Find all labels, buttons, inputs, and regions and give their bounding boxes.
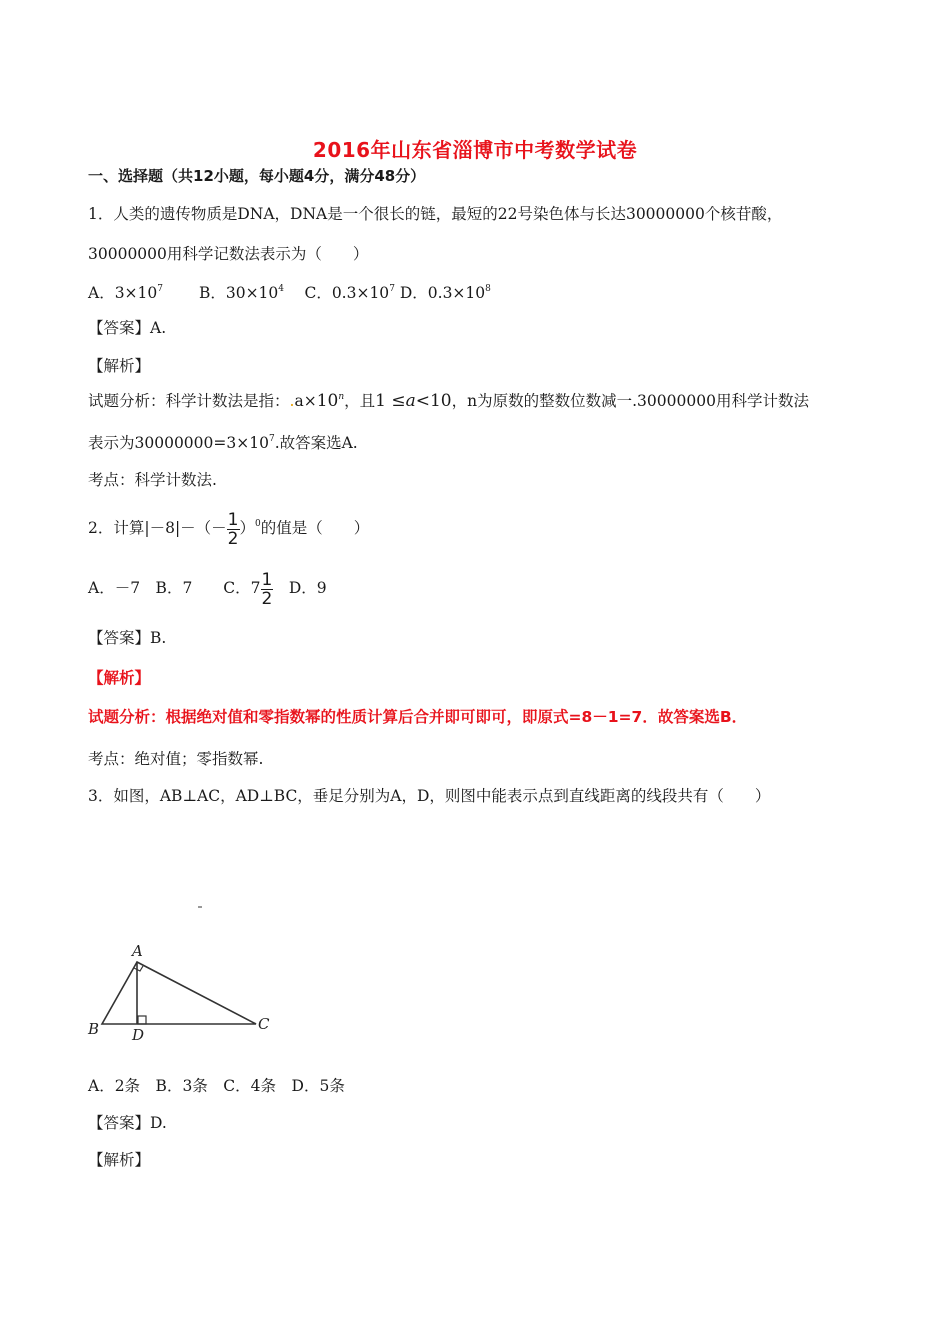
q3-triangle-figure bbox=[80, 900, 290, 1050]
section-heading: 一、选择题（共12小题，每小题4分，满分48分） bbox=[88, 167, 426, 185]
q1-options bbox=[88, 283, 491, 303]
q2-analysis-label: 【解析】 bbox=[88, 669, 151, 687]
q2-stem: 2．计算|－8|－（－ $\frac{1}{2}$ ）$^0$的值是（ ） bbox=[88, 509, 370, 549]
q1-analysis-line2: 表示为$30000000=3\times 10^7$.故答案选A. bbox=[88, 434, 358, 452]
q1-analysis-label: 【解析】 bbox=[88, 357, 151, 375]
q2-point: 考点：绝对值；零指数幂. bbox=[88, 750, 264, 768]
q1-analysis-line1: 试题分析：科学计数法是指：$.a\times 10^n$，且1 ≤a<10，n为原数的整数位数减一.30000000用科学计数法 bbox=[88, 391, 809, 411]
q2-analysis: 试题分析：根据绝对值和零指数幂的性质计算后合并即可即可，即原式=8－1=7．故答案选B． bbox=[88, 708, 748, 726]
label-c: C bbox=[258, 1015, 270, 1033]
q1-point: 考点：科学计数法. bbox=[88, 471, 217, 489]
q1-option-a: A．$3\times 10^7$ bbox=[88, 284, 164, 302]
q2-fraction: $\frac{1}{2}$ bbox=[227, 509, 239, 549]
label-a: A bbox=[132, 942, 143, 960]
q3-stem: 3．如图，AB⊥AC，AD⊥BC，垂足分别为A，D，则图中能表示点到直线距离的线段共有（ ） bbox=[88, 787, 771, 805]
q2-options: A．－7 B．7 C．7 $\frac{1}{2}$ D．9 bbox=[88, 569, 327, 609]
q1-stem-line2: 30000000用科学记数法表示为（ ） bbox=[88, 245, 369, 263]
q1-option-d: D．$0.3\times 10^8$ bbox=[399, 284, 491, 302]
q2-option-c-fraction: $\frac{1}{2}$ bbox=[261, 569, 273, 609]
label-b: B bbox=[88, 1020, 100, 1038]
q1-answer: 【答案】A. bbox=[88, 319, 167, 337]
q3-options: A．2条 B．3条 C．4条 D．5条 bbox=[88, 1077, 345, 1095]
label-d: D bbox=[132, 1026, 145, 1044]
q2-answer: 【答案】B. bbox=[88, 629, 167, 647]
q1-stem-line1: 1．人类的遗传物质是DNA，DNA是一个很长的链，最短的22号染色体与长达30000000个核苷酸， bbox=[88, 205, 783, 223]
q3-answer: 【答案】D. bbox=[88, 1114, 167, 1132]
q3-analysis-label: 【解析】 bbox=[88, 1151, 151, 1169]
q1-option-b: B．$30\times 10^4$ bbox=[198, 284, 285, 302]
page-title: 2016年山东省淄博市中考数学试卷 bbox=[312, 138, 638, 162]
q1-option-c: C．$0.3\times 10^7$ bbox=[304, 284, 395, 302]
